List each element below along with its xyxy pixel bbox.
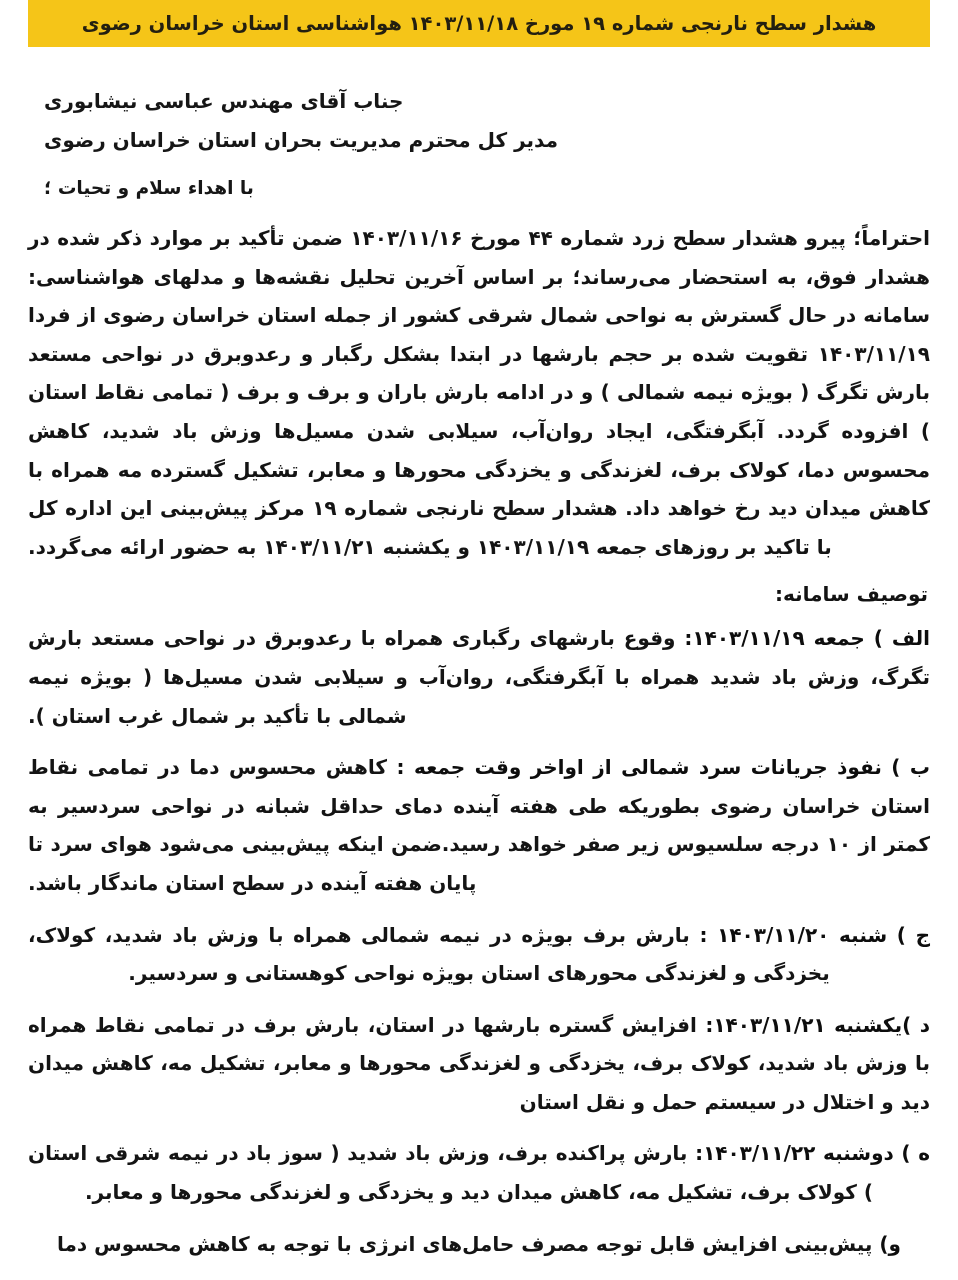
addressee-name: جناب آقای مهندس عباسی نیشابوری — [44, 89, 404, 113]
system-item-dal-text: افزایش گستره بارشها در استان، بارش برف در تمامی نقاط همراه با وزش باد شدید، کولاک برف، یخزدگی و لغزندگی محورها و معابر، تشکیل مه، کاهش میدان دید و اختلال در سیستم حمل و نقل استان — [28, 1012, 930, 1114]
addressee-title: مدیر کل محترم مدیریت بحران استان خراسان رضوی — [44, 128, 558, 152]
system-item-vav — [22, 1225, 934, 1264]
system-item-alef-label: الف ) جمعه ۱۴۰۳/۱۱/۱۹: — [684, 626, 931, 651]
addressee-block — [22, 47, 934, 160]
system-item-he-label: ه ) دوشنبه ۱۴۰۳/۱۱/۲۲: — [695, 1141, 930, 1166]
system-item-jim-text: بارش برف بویژه در نیمه شمالی همراه با وزش باد شدید، کولاک، یخزدگی و لغزندگی محورهای استان بویژه نواحی کوهستانی و سردسیر. — [28, 922, 830, 986]
system-item-be-text: کاهش محسوس دما در تمامی نقاط استان خراسان رضوی بطوریکه طی هفته آینده دمای حداقل شبانه در نواحی سردسیر به کمتر از ۱۰ درجه سلسیوس زیر صفر خواهد رسید.ضمن اینکه پیش‌بینی می‌شود هوای سرد تا پایان هفته آینده در سطح استان ماندگار باشد. — [28, 755, 930, 895]
system-item-jim-label: ج ) شنبه ۱۴۰۳/۱۱/۲۰ : — [699, 922, 930, 947]
system-item-vav-text: پیش‌بینی افزایش قابل توجه مصرف حامل‌های انرژی با توجه به کاهش محسوس دما — [57, 1231, 880, 1256]
system-item-he-text: بارش پراکنده برف، وزش باد شدید ( سوز باد در نیمه شرقی استان ) کولاک برف، تشکیل مه، کاهش میدان دید و یخزدگی و لغزندگی محورها و معابر. — [28, 1141, 874, 1205]
system-item-he — [22, 1134, 934, 1211]
system-item-alef — [22, 619, 934, 735]
system-item-dal-label: د )یکشنبه ۱۴۰۳/۱۱/۲۱: — [705, 1012, 930, 1037]
main-body-paragraph: احتراماً؛ پیرو هشدار سطح زرد شماره ۴۴ مورخ ۱۴۰۳/۱۱/۱۶ ضمن تأکید بر موارد ذکر شده در هشدار فوق، به استحضار می‌رساند؛ بر اساس آخرین تحلیل نقشه‌ها و مدلهای هواشناسی: سامانه در حال گسترش به نواحی شمال شرقی کشور از جمله استان خراسان رضوی از فردا ۱۴۰۳/۱۱/۱۹ تقویت شده بر حجم بارشها در ابتدا بشکل رگبار و رعدوبرق در نواحی مستعد بارش تگرگ ( بویژه نیمه شمالی ) و در ادامه بارش باران و برف و برف ( تمامی نقاط استان ) افزوده گردد. آبگرفتگی، ایجاد روان‌آب، سیلابی شدن مسیل‌ها وزش باد شدید، کاهش محسوس دما، کولاک برف، لغزندگی و یخزدگی محورها و معابر، تشکیل گسترده مه همراه با کاهش میدان دید رخ خواهد داد. هشدار سطح نارنجی شماره ۱۹ مرکز پیش‌بینی این اداره کل با تاکید بر روزهای جمعه ۱۴۰۳/۱۱/۱۹ و یکشنبه ۱۴۰۳/۱۱/۲۱ به حضور ارائه می‌گردد. — [28, 226, 930, 559]
banner-container — [0, 0, 958, 47]
system-item-dal — [22, 1006, 934, 1122]
salutation-text: با اهداء سلام و تحیات ؛ — [44, 178, 254, 199]
system-item-alef-text: وقوع بارشهای رگباری همراه با رعدوبرق در نواحی مستعد بارش تگرگ، وزش باد شدید همراه با آبگرفتگی، روان‌آب و سیلابی شدن مسیل‌ها ( بویژه نیمه شمالی با تأکید بر شمال غرب استان ). — [28, 626, 930, 728]
system-item-vav-label: و) — [879, 1231, 901, 1256]
system-item-be-label: ب ) نفوذ جریانات سرد شمالی از اواخر وقت جمعه : — [396, 755, 930, 780]
page-bottom-edge — [0, 1274, 958, 1280]
system-description-title: توصیف سامانه: — [774, 582, 928, 607]
system-item-be — [22, 748, 934, 902]
warning-banner — [28, 0, 930, 47]
system-item-jim — [22, 916, 934, 993]
warning-banner-title: هشدار سطح نارنجی شماره ۱۹ مورخ ۱۴۰۳/۱۱/۱۸ هواشناسی استان خراسان رضوی — [81, 11, 877, 35]
document-body — [0, 47, 958, 1263]
